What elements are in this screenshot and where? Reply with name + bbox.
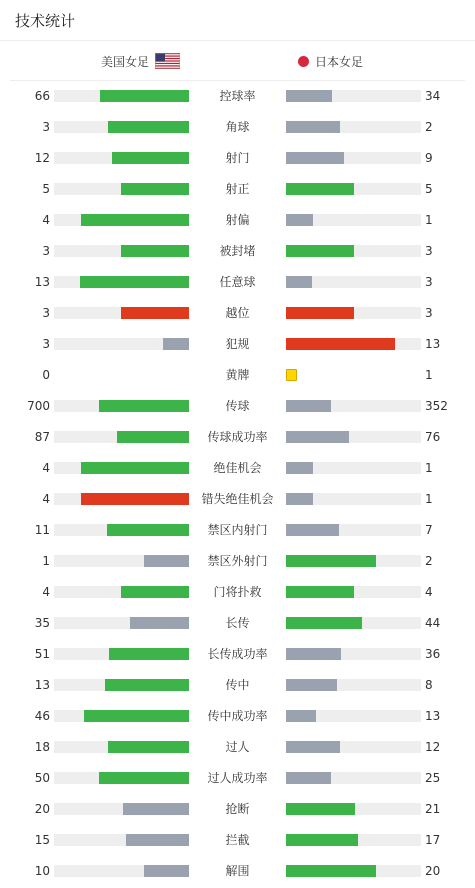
home-value: 20 — [34, 802, 50, 816]
away-bar-track — [286, 803, 421, 815]
home-bar-fill — [144, 865, 189, 877]
stat-label: 传中成功率 — [207, 709, 268, 723]
home-bar-fill — [117, 431, 189, 443]
stat-label: 控球率 — [219, 89, 256, 103]
home-bar-track — [54, 803, 189, 815]
away-value: 3 — [425, 244, 433, 258]
home-bar-fill — [163, 338, 189, 350]
stat-label: 越位 — [225, 306, 250, 320]
away-bar-fill — [286, 865, 376, 877]
away-bar-fill — [286, 710, 316, 722]
home-bar-track — [54, 152, 189, 164]
away-bar-track — [286, 90, 421, 102]
away-bar-fill — [286, 214, 313, 226]
away-bar-fill — [286, 307, 354, 319]
home-value: 700 — [27, 399, 50, 413]
stat-label: 长传 — [225, 616, 250, 630]
away-bar-track — [286, 152, 421, 164]
home-bar-fill — [121, 183, 189, 195]
stat-row — [0, 236, 475, 267]
stat-label: 错失绝佳机会 — [201, 492, 274, 506]
stat-label: 犯规 — [225, 337, 250, 351]
away-bar-track — [286, 214, 421, 226]
home-bar-fill — [121, 586, 189, 598]
home-bar-track — [54, 183, 189, 195]
stat-row — [0, 515, 475, 546]
home-bar-fill — [100, 90, 189, 102]
home-value: 4 — [42, 585, 50, 599]
stat-label: 门将扑救 — [213, 585, 262, 599]
home-bar-fill — [108, 121, 189, 133]
away-bar-track — [286, 431, 421, 443]
away-bar-track — [286, 865, 421, 877]
home-bar-track — [54, 245, 189, 257]
away-value: 1 — [425, 213, 433, 227]
stat-label: 抢断 — [225, 802, 250, 816]
usa-flag-icon — [155, 53, 180, 69]
home-value: 3 — [42, 120, 50, 134]
away-bar-track — [286, 183, 421, 195]
away-bar-fill — [286, 803, 355, 815]
home-value: 35 — [34, 616, 50, 630]
away-value: 1 — [425, 492, 433, 506]
home-bar-fill — [99, 400, 189, 412]
stat-label: 角球 — [225, 120, 250, 134]
home-value: 3 — [42, 306, 50, 320]
away-bar-track — [286, 524, 421, 536]
home-value: 18 — [34, 740, 50, 754]
home-value: 13 — [34, 678, 50, 692]
away-bar-track — [286, 710, 421, 722]
stat-label: 传球成功率 — [207, 430, 268, 444]
home-bar-fill — [121, 245, 189, 257]
away-value: 20 — [425, 864, 441, 878]
away-bar-track — [286, 555, 421, 567]
away-bar-track — [286, 741, 421, 753]
home-bar-fill — [81, 493, 189, 505]
stat-row — [0, 577, 475, 608]
stat-row — [0, 763, 475, 794]
yellow-card-icon — [286, 369, 297, 381]
home-bar-fill — [109, 648, 189, 660]
away-bar-fill — [286, 400, 331, 412]
home-value: 51 — [34, 647, 50, 661]
home-value: 11 — [34, 523, 50, 537]
away-bar-track — [286, 648, 421, 660]
home-bar-fill — [107, 524, 189, 536]
away-bar-fill — [286, 338, 395, 350]
stat-row — [0, 639, 475, 670]
home-bar-fill — [121, 307, 189, 319]
stat-label: 射正 — [225, 182, 250, 196]
home-bar-track — [54, 772, 189, 784]
away-bar-fill — [286, 431, 349, 443]
home-value: 3 — [42, 337, 50, 351]
stats-header — [0, 0, 475, 41]
stat-label: 禁区外射门 — [207, 554, 268, 568]
page-title: 技术统计 — [15, 11, 76, 30]
home-value: 0 — [42, 368, 50, 382]
home-bar-track — [54, 586, 189, 598]
stat-row — [0, 143, 475, 174]
away-value: 17 — [425, 833, 441, 847]
home-bar-track — [54, 493, 189, 505]
away-value: 1 — [425, 368, 433, 382]
home-bar-track — [54, 431, 189, 443]
home-value: 1 — [42, 554, 50, 568]
home-value: 50 — [34, 771, 50, 785]
stat-label: 传中 — [225, 678, 250, 692]
home-bar-track — [54, 214, 189, 226]
stat-label: 被封堵 — [219, 244, 256, 258]
home-value: 12 — [34, 151, 50, 165]
away-bar-fill — [286, 555, 376, 567]
away-bar-track — [286, 307, 421, 319]
away-bar-fill — [286, 245, 354, 257]
away-value: 76 — [425, 430, 441, 444]
away-bar-fill — [286, 648, 341, 660]
away-bar-fill — [286, 617, 362, 629]
away-bar-track — [286, 679, 421, 691]
stat-row — [0, 267, 475, 298]
home-bar-fill — [84, 710, 189, 722]
stat-row — [0, 825, 475, 856]
away-bar-fill — [286, 772, 331, 784]
stat-row — [0, 298, 475, 329]
stat-label: 传球 — [225, 399, 250, 413]
home-value: 3 — [42, 244, 50, 258]
away-bar-track — [286, 772, 421, 784]
home-bar-track — [54, 741, 189, 753]
home-bar-fill — [126, 834, 189, 846]
away-bar-fill — [286, 90, 332, 102]
stat-label: 绝佳机会 — [213, 461, 262, 475]
stat-label: 解围 — [225, 864, 250, 878]
away-value: 2 — [425, 120, 433, 134]
home-value: 15 — [34, 833, 50, 847]
away-value: 7 — [425, 523, 433, 537]
stat-row — [0, 608, 475, 639]
teams-bar — [10, 41, 465, 81]
away-bar-fill — [286, 183, 354, 195]
stat-label: 过人成功率 — [207, 771, 268, 785]
stat-row — [0, 329, 475, 360]
away-bar-fill — [286, 152, 344, 164]
stat-label: 射偏 — [225, 213, 250, 227]
home-bar-fill — [123, 803, 189, 815]
home-value: 46 — [34, 709, 50, 723]
stat-label: 拦截 — [225, 833, 250, 847]
home-bar-fill — [130, 617, 189, 629]
stat-row — [0, 422, 475, 453]
stat-label: 射门 — [225, 151, 250, 165]
home-bar-track — [54, 307, 189, 319]
away-value: 13 — [425, 709, 441, 723]
away-value: 36 — [425, 647, 441, 661]
stat-row — [0, 732, 475, 763]
home-value: 4 — [42, 492, 50, 506]
away-bar-track — [286, 276, 421, 288]
away-value: 1 — [425, 461, 433, 475]
away-value: 9 — [425, 151, 433, 165]
away-value: 2 — [425, 554, 433, 568]
away-value: 352 — [425, 399, 448, 413]
stat-row — [0, 81, 475, 112]
home-value: 87 — [34, 430, 50, 444]
home-bar-fill — [105, 679, 189, 691]
home-value: 4 — [42, 213, 50, 227]
away-bar-fill — [286, 493, 313, 505]
away-bar-track — [286, 834, 421, 846]
home-bar-track — [54, 710, 189, 722]
away-bar-track — [286, 617, 421, 629]
home-bar-track — [54, 648, 189, 660]
stat-row — [0, 174, 475, 205]
stat-row — [0, 391, 475, 422]
home-bar-track — [54, 865, 189, 877]
home-bar-fill — [112, 152, 189, 164]
home-bar-fill — [144, 555, 189, 567]
stat-row — [0, 794, 475, 825]
home-bar-track — [54, 524, 189, 536]
home-bar-track — [54, 679, 189, 691]
away-bar-track — [286, 121, 421, 133]
stat-row — [0, 546, 475, 577]
away-value: 3 — [425, 275, 433, 289]
stat-row — [0, 856, 475, 887]
away-bar-track — [286, 245, 421, 257]
stat-label: 过人 — [225, 740, 250, 754]
away-value: 5 — [425, 182, 433, 196]
stat-row — [0, 112, 475, 143]
away-bar-fill — [286, 276, 312, 288]
home-bar-track — [54, 121, 189, 133]
away-bar-fill — [286, 741, 340, 753]
home-value: 13 — [34, 275, 50, 289]
away-bar-fill — [286, 121, 340, 133]
japan-flag-icon — [298, 56, 309, 67]
home-bar-fill — [99, 772, 189, 784]
away-value: 13 — [425, 337, 441, 351]
home-bar-fill — [80, 276, 189, 288]
home-value: 10 — [34, 864, 50, 878]
away-value: 25 — [425, 771, 441, 785]
stat-label: 长传成功率 — [207, 647, 268, 661]
away-value: 21 — [425, 802, 441, 816]
stat-row — [0, 484, 475, 515]
away-team-name: 日本女足 — [315, 54, 364, 69]
away-bar-fill — [286, 679, 337, 691]
home-bar-track — [54, 90, 189, 102]
away-bar-track — [286, 493, 421, 505]
away-bar-track — [286, 462, 421, 474]
away-bar-fill — [286, 586, 354, 598]
home-bar-fill — [108, 741, 189, 753]
stat-row — [0, 670, 475, 701]
home-value: 66 — [34, 89, 50, 103]
stat-row — [0, 453, 475, 484]
away-bar-track — [286, 338, 421, 350]
stat-row — [0, 205, 475, 236]
home-bar-track — [54, 338, 189, 350]
home-team[interactable] — [101, 41, 180, 81]
stat-label: 黄牌 — [225, 368, 250, 382]
home-bar-track — [54, 400, 189, 412]
home-bar-fill — [81, 462, 189, 474]
stat-label: 禁区内射门 — [207, 523, 268, 537]
away-value: 34 — [425, 89, 441, 103]
away-bar-fill — [286, 462, 313, 474]
home-bar-track — [54, 276, 189, 288]
home-bar-track — [54, 462, 189, 474]
home-value: 5 — [42, 182, 50, 196]
away-value: 3 — [425, 306, 433, 320]
home-bar-track — [54, 555, 189, 567]
away-bar-fill — [286, 834, 358, 846]
home-bar-fill — [81, 214, 189, 226]
home-bar-track — [54, 617, 189, 629]
away-value: 44 — [425, 616, 441, 630]
home-value: 4 — [42, 461, 50, 475]
away-team[interactable] — [298, 41, 363, 81]
stat-row — [0, 701, 475, 732]
away-value: 12 — [425, 740, 441, 754]
stat-label: 任意球 — [219, 275, 256, 289]
away-bar-track — [286, 400, 421, 412]
home-bar-track — [54, 834, 189, 846]
away-bar-track — [286, 586, 421, 598]
away-value: 8 — [425, 678, 433, 692]
away-value: 4 — [425, 585, 433, 599]
stat-row — [0, 360, 475, 391]
away-bar-fill — [286, 524, 339, 536]
home-team-name: 美国女足 — [100, 54, 149, 69]
